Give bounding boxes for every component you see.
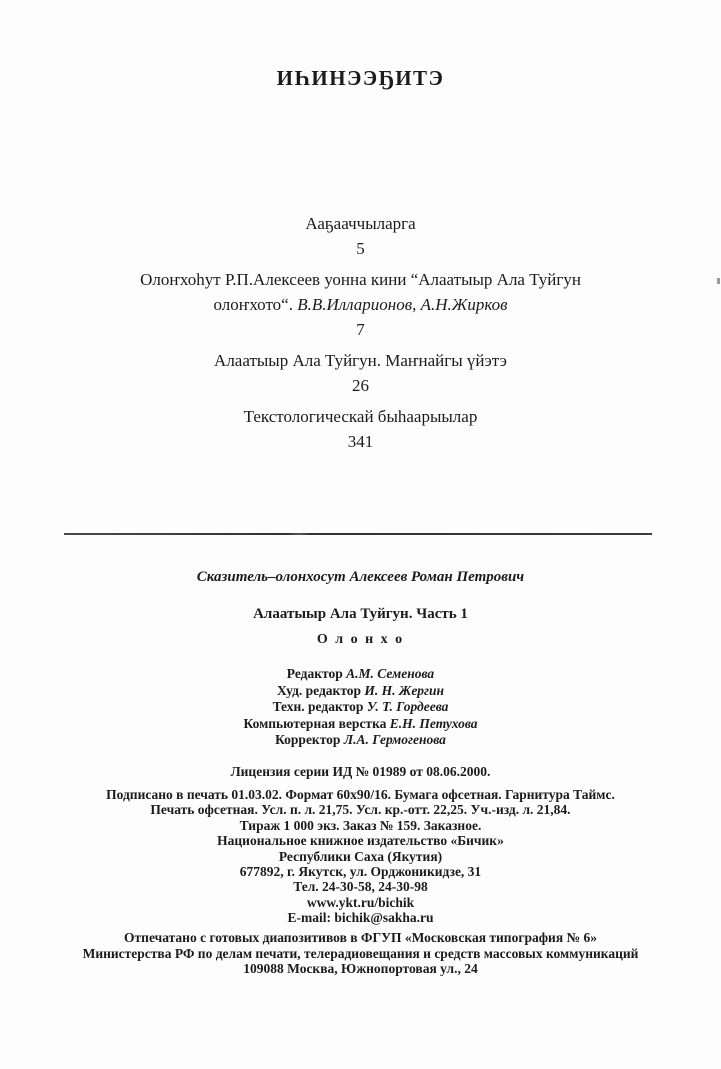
scan-artifact [717, 278, 720, 284]
print-info-line: Подписано в печать 01.03.02. Формат 60х90/16. Бумага офсетная. Гарнитура Таймс. [106, 787, 615, 802]
genre-label: О л о н х о [316, 632, 405, 647]
toc-entry [40, 404, 681, 454]
print-info-line: Тираж 1 000 экз. Заказ № 159. Заказное. [239, 817, 482, 833]
toc-entry-title: Текстологическай быһаарыылар [243, 407, 478, 426]
printer-info-block [0, 930, 721, 977]
toc-entry-title [40, 267, 681, 317]
toc-entry [40, 348, 681, 398]
publisher-email-line: E-mail: bichik@sakha.ru [287, 910, 434, 926]
printer-info-line: 109088 Москва, Южнопортовая ул., 24 [243, 961, 478, 977]
toc-entry-title-line1: Олоҥхоһут Р.П.Алексеев уонна кини “Алаатыыр Ала Туйгун [140, 270, 581, 289]
toc-page-number: 5 [356, 239, 365, 258]
credit-line [0, 716, 721, 733]
credit-label: Техн. редактор [272, 699, 364, 714]
credit-name: Л.А. Гермогенова [343, 732, 446, 747]
credit-name: У. Т. Гордеева [366, 699, 449, 714]
credit-line [0, 732, 721, 749]
toc-page-number: 341 [347, 432, 374, 451]
credit-name: А.М. Семенова [346, 666, 435, 681]
toc-page-number: 26 [352, 376, 369, 395]
horizontal-rule [64, 533, 652, 535]
table-of-contents [40, 211, 681, 460]
credit-name: И. Н. Жергин [364, 682, 445, 698]
publisher-address-line: 677892, г. Якутск, ул. Орджоникидзе, 31 [239, 864, 482, 880]
toc-entry-title-line2: олоҥхото“. [213, 295, 293, 314]
publisher-line: Национальное книжное издательство «Бичик» [217, 833, 504, 849]
credit-line [0, 699, 721, 716]
credit-label: Редактор [286, 666, 343, 681]
credit-label: Корректор [275, 732, 341, 747]
book-title: Алаатыыр Ала Туйгун. Часть 1 [253, 606, 468, 622]
storyteller-line: Сказитель–олонхосут Алексеев Роман Петрович [196, 569, 525, 585]
toc-entry-authors: В.В.Илларионов, А.Н.Жирков [297, 295, 508, 314]
credit-label: Худ. редактор [276, 682, 362, 698]
toc-entry [40, 267, 681, 342]
page-title: ИҺИНЭЭҔИТЭ [276, 66, 445, 90]
credit-label: Компьютерная верстка [243, 715, 387, 731]
credit-line [0, 666, 721, 683]
publisher-phone-line: Тел. 24-30-58, 24-30-98 [293, 879, 428, 895]
toc-entry-title: Алаатыыр Ала Туйгун. Маҥнайгы үйэтэ [214, 351, 507, 370]
toc-page-number: 7 [356, 320, 365, 339]
printer-info-line: Отпечатано с готовых диапозитивов в ФГУП «Московская типография № 6» [124, 930, 597, 945]
publisher-website-line: www.ykt.ru/bichik [306, 894, 415, 910]
credits-block [0, 666, 721, 749]
print-info-block [0, 787, 721, 926]
printer-info-line: Министерства РФ по делам печати, телерадиовещания и средств массовых коммуникаций [82, 945, 639, 961]
toc-entry-title: Ааҕааччыларга [305, 214, 416, 233]
publisher-line: Республики Саха (Якутия) [278, 848, 443, 864]
credit-name: Е.Н. Петухова [389, 715, 478, 731]
print-info-line: Печать офсетная. Усл. п. л. 21,75. Усл. кр.-отт. 22,25. Уч.-изд. л. 21,84. [150, 802, 571, 818]
toc-entry [40, 211, 681, 261]
credit-line [0, 683, 721, 700]
license-line: Лицензия серии ИД № 01989 от 08.06.2000. [230, 764, 491, 779]
